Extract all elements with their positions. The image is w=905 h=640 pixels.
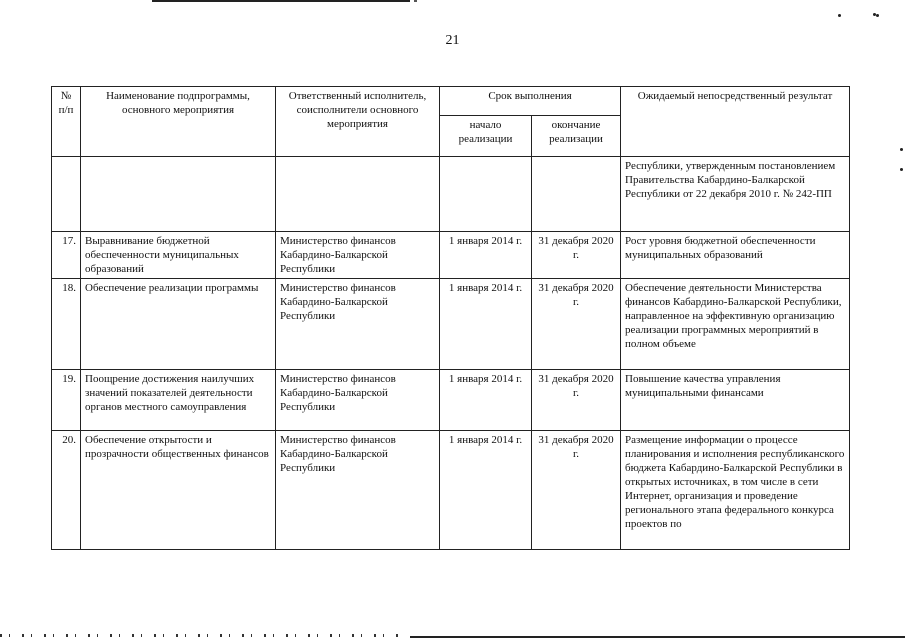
cell-name: Выравнивание бюджетной обеспеченности муниципальных образований [81, 232, 276, 279]
cell-end: 31 декабря 2020 г. [532, 279, 621, 370]
cell-empty [52, 157, 81, 232]
header-end: окончание реализации [532, 116, 621, 157]
cell-name: Обеспечение открытости и прозрачности общественных финансов [81, 431, 276, 550]
cell-start: 1 января 2014 г. [440, 232, 532, 279]
scan-bottom-rule [410, 636, 905, 638]
cell-executor: Министерство финансов Кабардино-Балкарской Республики [276, 232, 440, 279]
table-row [52, 370, 850, 431]
table-row [52, 431, 850, 550]
cell-executor: Министерство финансов Кабардино-Балкарской Республики [276, 431, 440, 550]
scan-artifact-dot [900, 168, 903, 171]
cell-name: Поощрение достижения наилучших значений показателей деятельности органов местного самоуправления [81, 370, 276, 431]
scan-artifact-dot [900, 148, 903, 151]
scan-artifact-dot [876, 14, 879, 17]
cell-num: 18. [52, 279, 81, 370]
cell-start: 1 января 2014 г. [440, 370, 532, 431]
cell-result: Республики, утвержденным постановлением Правительства Кабардино-Балкарской Республики от 22 декабря 2010 г. № 242-ПП [621, 157, 850, 232]
cell-empty [532, 157, 621, 232]
cell-executor: Министерство финансов Кабардино-Балкарской Республики [276, 370, 440, 431]
cell-result: Обеспечение деятельности Министерства финансов Кабардино-Балкарской Республики, направленное на эффективную организацию реализации программных мероприятий в полном объеме [621, 279, 850, 370]
scan-top-rule-tick [414, 0, 417, 2]
cell-result: Размещение информации о процессе планирования и исполнения республиканского бюджета Кабардино-Балкарской Республики в открытых источниках, в том числе в сети Интернет, организация и проведение регионального этапа федерального конкурса проектов по [621, 431, 850, 550]
cell-num: 20. [52, 431, 81, 550]
cell-num: 17. [52, 232, 81, 279]
cell-end: 31 декабря 2020 г. [532, 232, 621, 279]
cell-end: 31 декабря 2020 г. [532, 370, 621, 431]
scan-bottom-noise [0, 634, 400, 637]
table-row-continuation [52, 157, 850, 232]
scan-top-rule [152, 0, 410, 2]
cell-empty [440, 157, 532, 232]
header-period: Срок выполнения [440, 87, 621, 116]
program-measures-table [51, 86, 850, 550]
cell-num: 19. [52, 370, 81, 431]
cell-end: 31 декабря 2020 г. [532, 431, 621, 550]
cell-start: 1 января 2014 г. [440, 431, 532, 550]
cell-result: Рост уровня бюджетной обеспеченности муниципальных образований [621, 232, 850, 279]
cell-executor: Министерство финансов Кабардино-Балкарской Республики [276, 279, 440, 370]
header-start: начало реализации [440, 116, 532, 157]
scan-artifact-dot [838, 14, 841, 17]
header-num: № п/п [52, 87, 81, 157]
cell-name: Обеспечение реализации программы [81, 279, 276, 370]
header-result: Ожидаемый непосредственный результат [621, 87, 850, 157]
table-row [52, 279, 850, 370]
header-name: Наименование подпрограммы, основного мероприятия [81, 87, 276, 157]
header-executor: Ответственный исполнитель, соисполнители основного мероприятия [276, 87, 440, 157]
cell-start: 1 января 2014 г. [440, 279, 532, 370]
page-number: 21 [445, 33, 460, 48]
table-row [52, 232, 850, 279]
cell-result: Повышение качества управления муниципальными финансами [621, 370, 850, 431]
table-header-row [52, 87, 850, 116]
cell-empty [81, 157, 276, 232]
cell-empty [276, 157, 440, 232]
